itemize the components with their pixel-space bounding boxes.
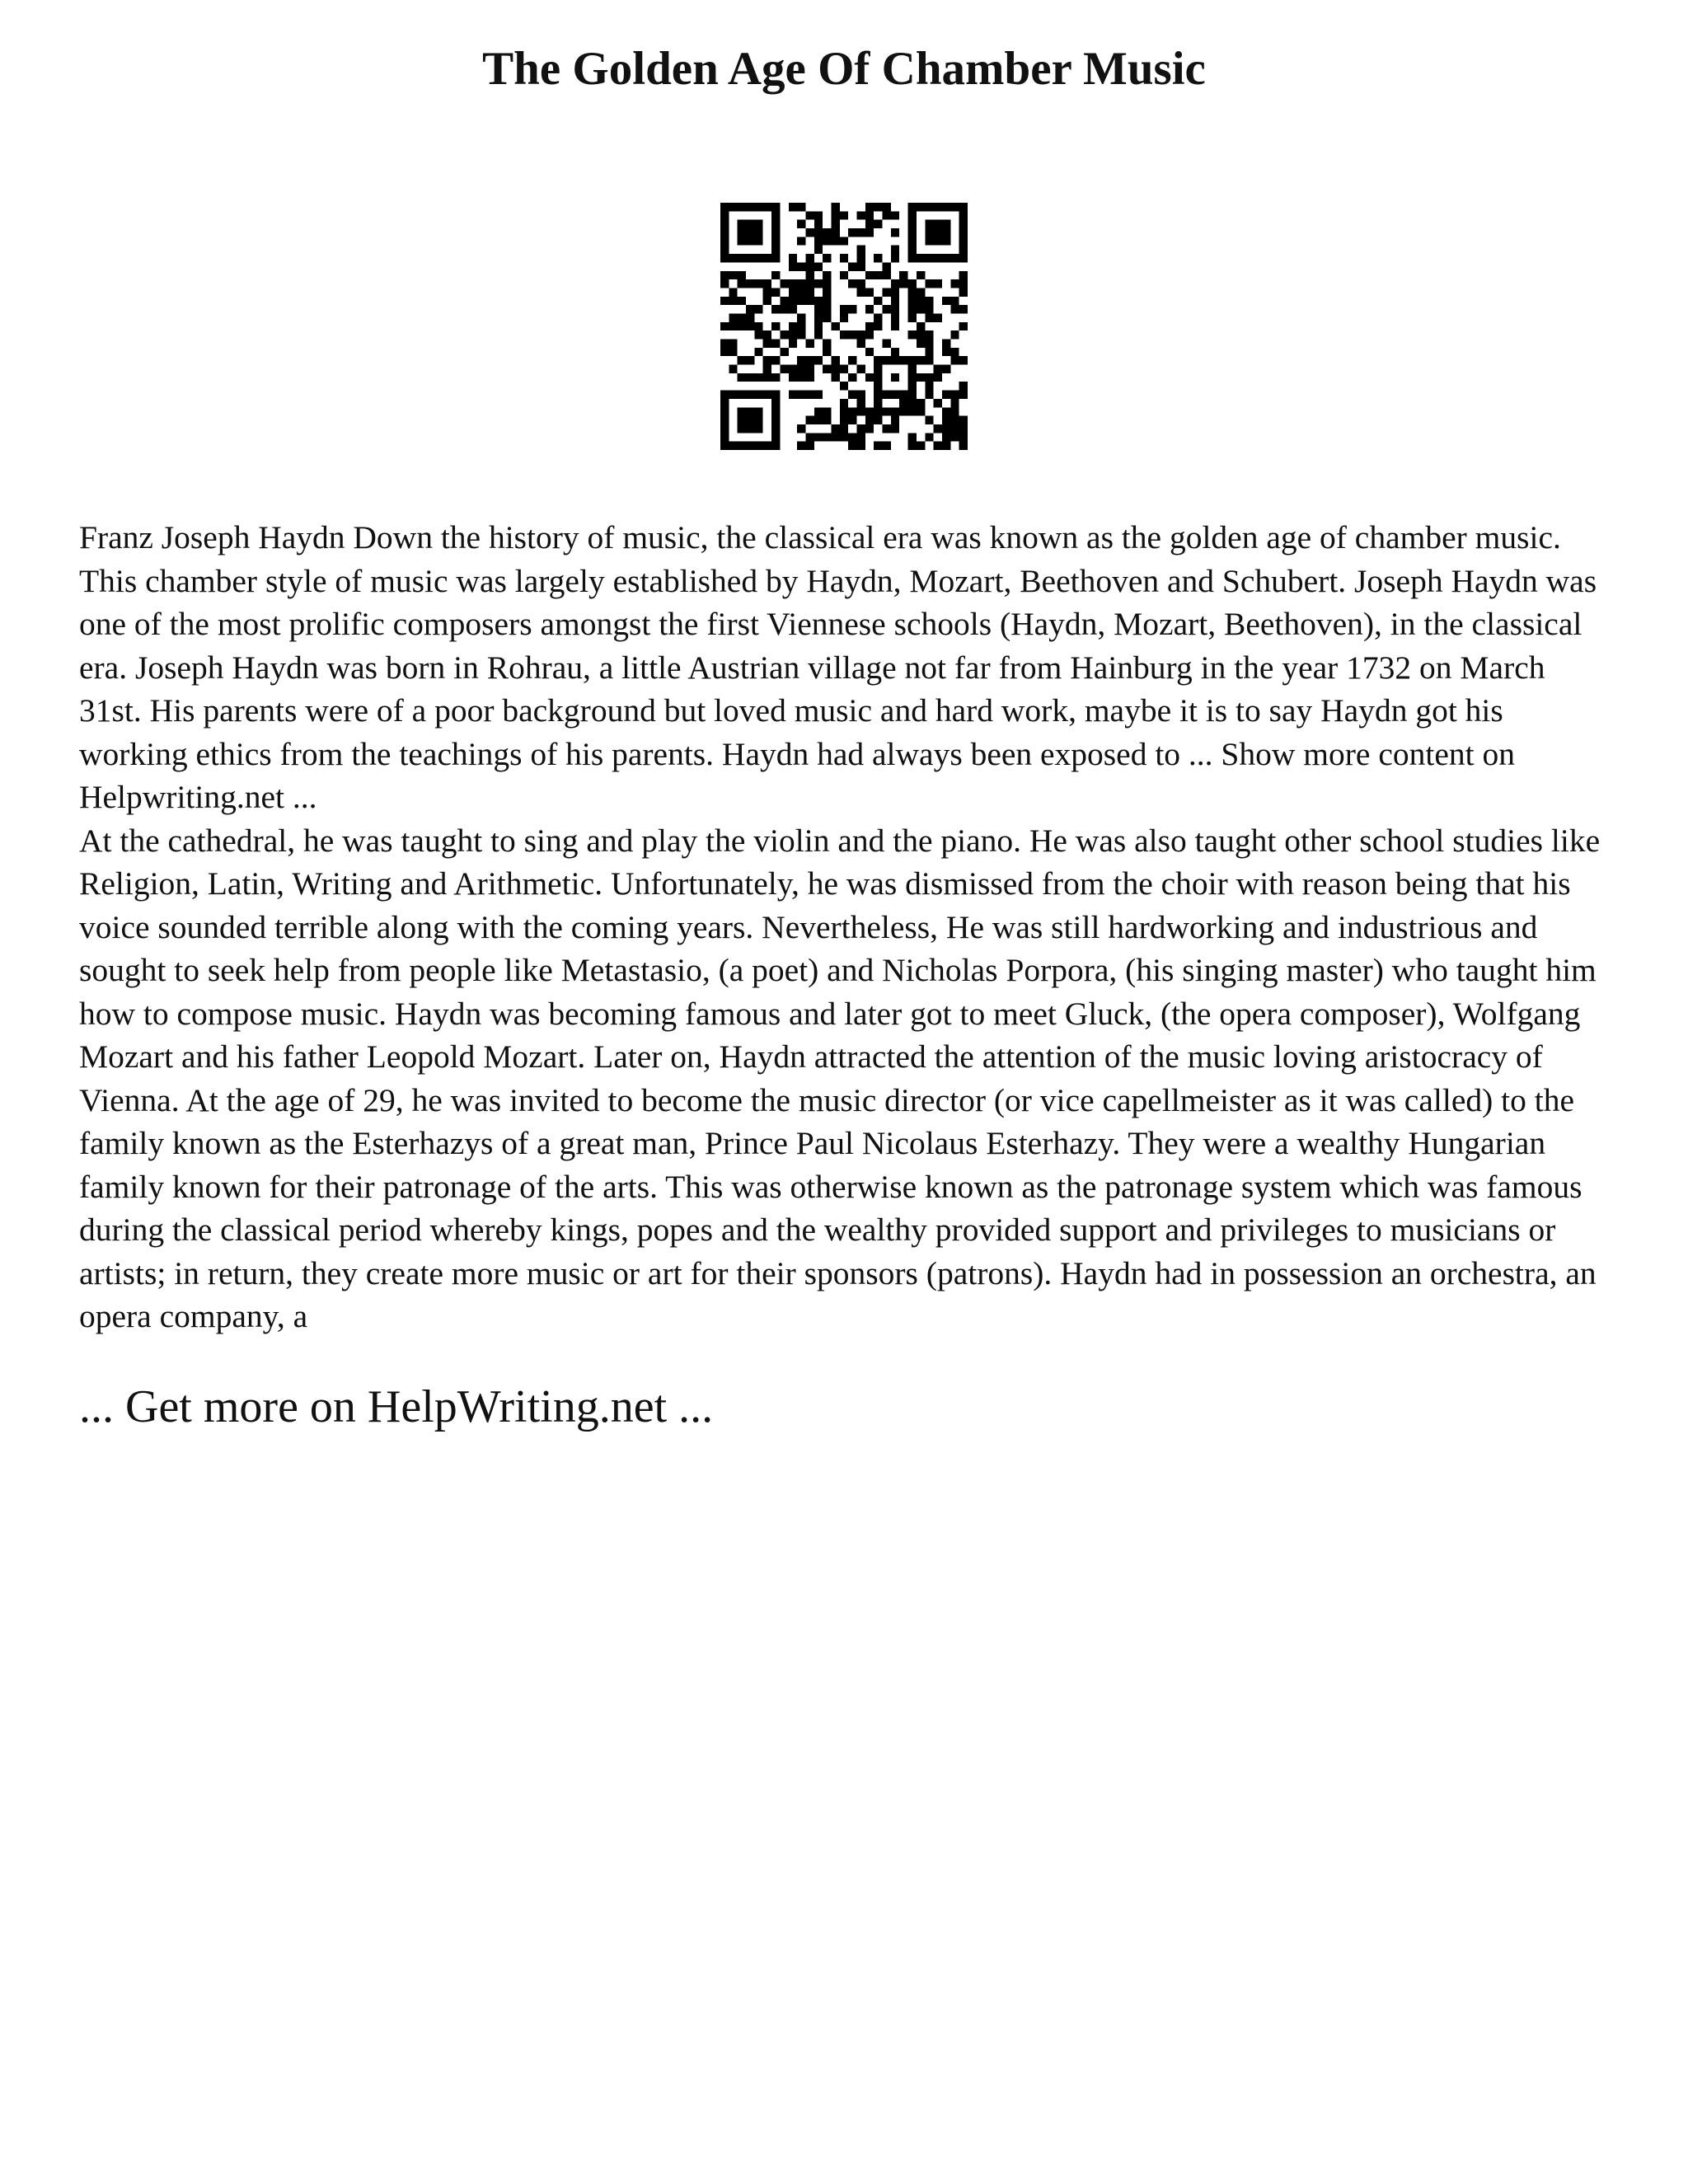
qr-code-graphic (720, 203, 968, 450)
qr-code-icon (720, 203, 968, 450)
paragraph-1: Franz Joseph Haydn Down the history of music, the classical era was known as the golden age of chamber music. This chamber style of music was largely established by Haydn, Mozart, Beethoven and Schubert. Joseph Haydn was one of the most prolific composers amongst the first Viennese schools (Haydn, Mozart, Beethoven), in the classical era. Joseph Haydn was born in Rohrau, a little Austrian village not far from Hainburg in the year 1732 on March 31st. His parents were of a poor background but loved music and hard work, maybe it is to say Haydn got his working ethics from the teachings of his parents. Haydn had always been exposed to ... Show more content on Helpwriting.net ... (79, 519, 1597, 815)
get-more-link[interactable]: ... Get more on HelpWriting.net ... (79, 1380, 714, 1432)
paragraph-2: At the cathedral, he was taught to sing and play the violin and the piano. He was also taught other school studies like Religion, Latin, Writing and Arithmetic. Unfortunately, he was dismissed from the choir with reason being that his voice sounded terrible along with the coming years. Nevertheless, He was still hardworking and industrious and sought to seek help from people like Metastasio, (a poet) and Nicholas Porpora, (his singing master) who taught him how to compose music. Haydn was becoming famous and later got to meet Gluck, (the opera composer), Wolfgang Mozart and his father Leopold Mozart. Later on, Haydn attracted the attention of the music loving aristocracy of Vienna. At the age of 29, he was invited to become the music director (or vice capellmeister as it was called) to the family known as the Esterhazys of a great man, Prince Paul Nicolaus Esterhazy. They were a wealthy Hungarian family known for their patronage of the arts. This was otherwise known as the patronage system which was famous during the classical period whereby kings, popes and the wealthy provided support and privileges to musicians or artists; in return, they create more music or art for their sponsors (patrons). Haydn had in possession an orchestra, an opera company, a (79, 822, 1601, 1334)
article-body (79, 516, 1609, 1338)
page-title: The Golden Age Of Chamber Music (482, 43, 1206, 95)
